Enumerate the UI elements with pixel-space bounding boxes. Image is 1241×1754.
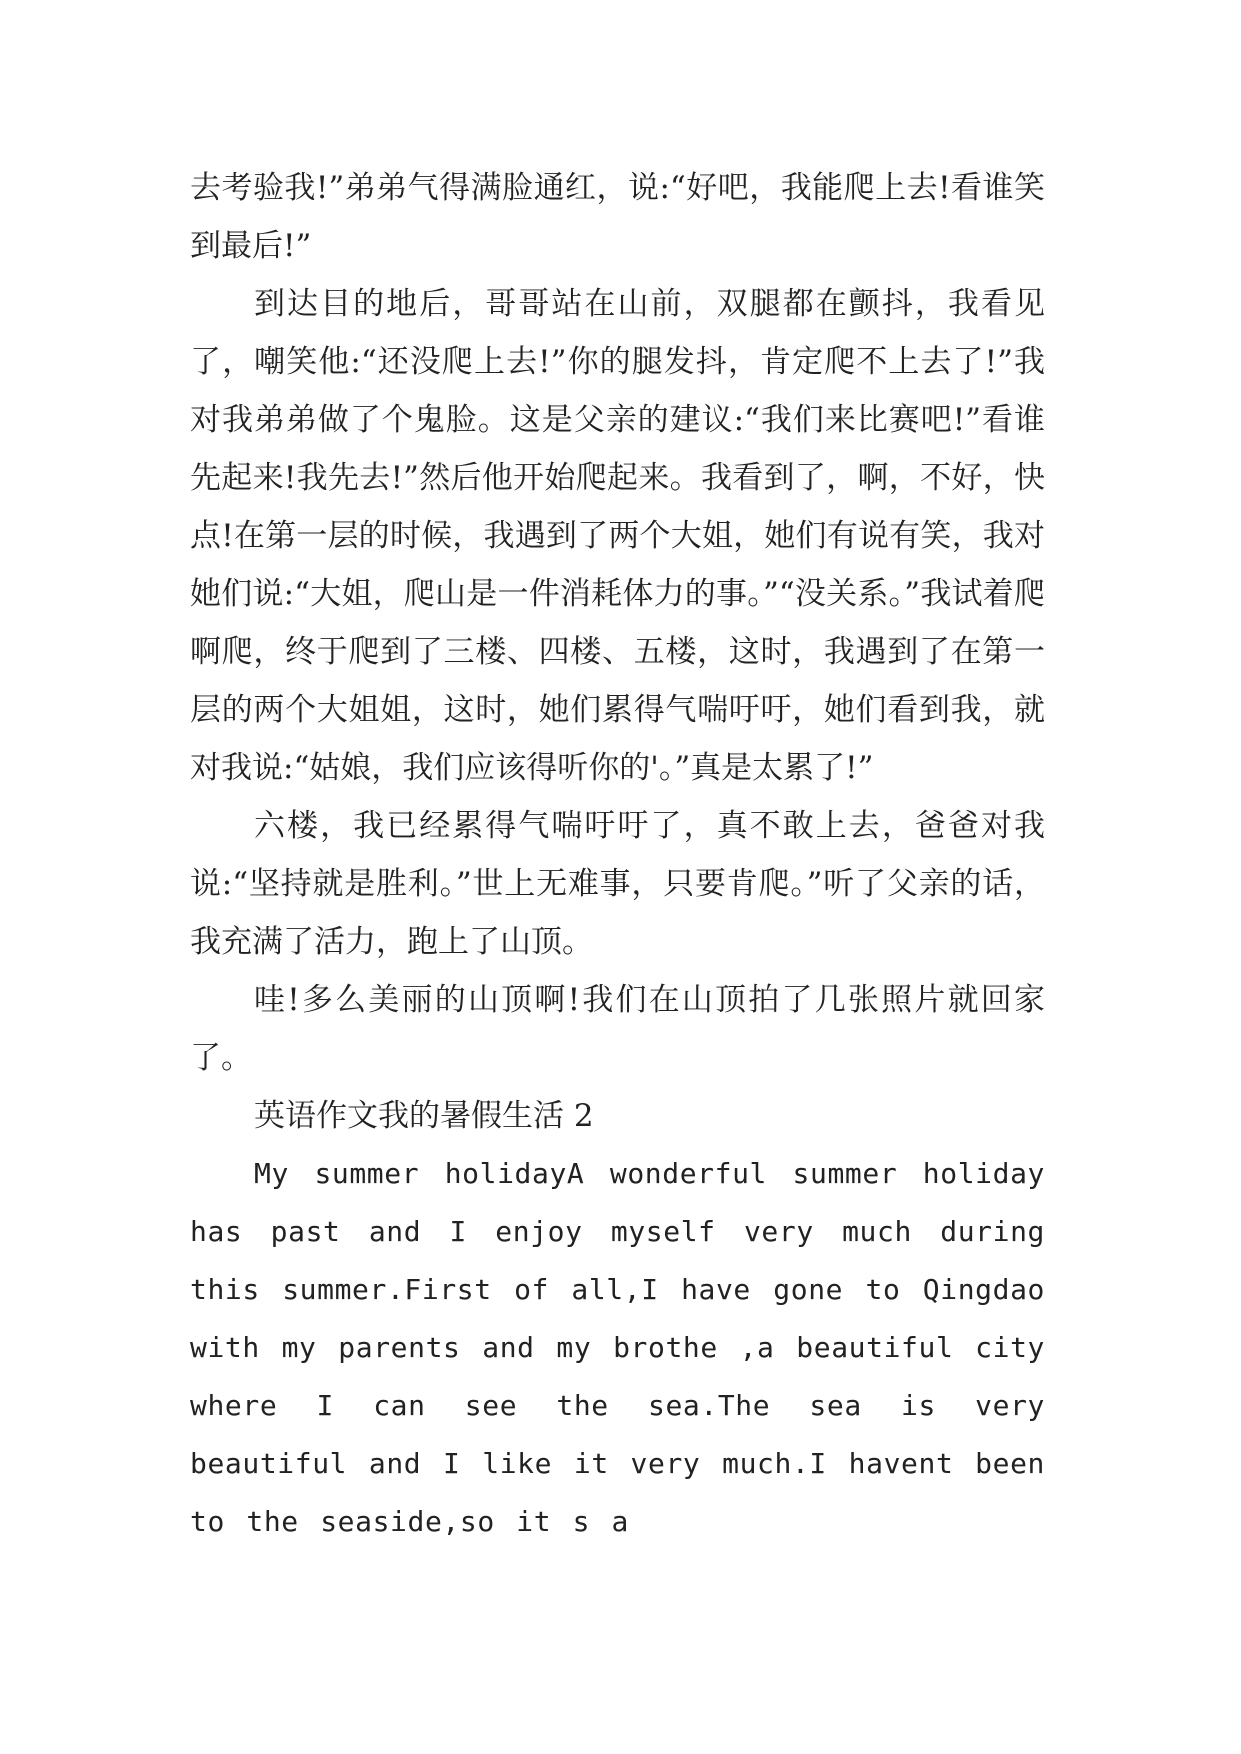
paragraph-summit: 哇!多么美丽的山顶啊!我们在山顶拍了几张照片就回家了。 xyxy=(190,982,1045,1076)
paragraph-english-essay: My summer holidayA wonderful summer holiday has past and I enjoy myself very much during this summer.First of all,I have gone to Qingdao with my parents and my brothe ,a beautiful city where I can see the sea.The sea is very beautiful and I like it very much.I havent been to the seaside,so it s a xyxy=(190,1157,1045,1538)
document-body xyxy=(190,159,1045,1551)
paragraph-climbing-story: 到达目的地后，哥哥站在山前，双腿都在颤抖，我看见了，嘲笑他:“还没爬上去!”你的腿发抖，肯定爬不上去了!”我对我弟弟做了个鬼脸。这是父亲的建议:“我们来比赛吧!”看谁先起来!我先去!”然后他开始爬起来。我看到了，啊，不好，快点!在第一层的时候，我遇到了两个大姐，她们有说有笑，我对她们说:“大姐，爬山是一件消耗体力的事。”“没关系。”我试着爬啊爬，终于爬到了三楼、四楼、五楼，这时，我遇到了在第一层的两个大姐姐，这时，她们累得气喘吁吁，她们看到我，就对我说:“姑娘，我们应该得听你的'。”真是太累了!” xyxy=(190,286,1045,786)
essay-heading: 英语作文我的暑假生活 2 xyxy=(254,1098,594,1134)
paragraph-sixth-floor: 六楼，我已经累得气喘吁吁了，真不敢上去，爸爸对我说:“坚持就是胜利。”世上无难事，只要肯爬。”听了父亲的话，我充满了活力，跑上了山顶。 xyxy=(190,808,1045,960)
paragraph-continuation: 去考验我!”弟弟气得满脸通红，说:“好吧，我能爬上去!看谁笑到最后!” xyxy=(190,170,1045,264)
